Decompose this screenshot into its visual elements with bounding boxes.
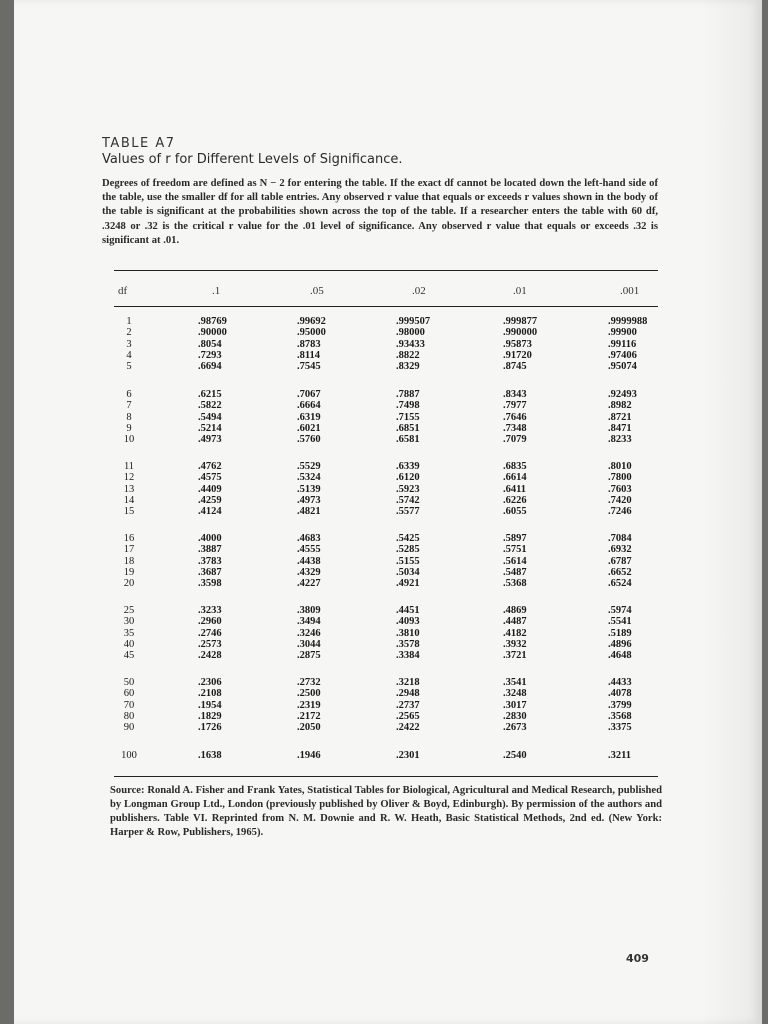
value-cell: .99900 — [608, 327, 637, 339]
table-row — [0, 339, 768, 350]
table-row — [0, 484, 768, 495]
value-cell: .2428 — [198, 650, 222, 662]
page-number: 409 — [626, 952, 649, 965]
value-cell: .8721 — [608, 411, 632, 423]
df-cell: 70 — [123, 699, 135, 711]
df-cell: 6 — [126, 389, 132, 400]
value-cell: .990000 — [503, 327, 538, 339]
value-cell: .90000 — [198, 327, 227, 339]
value-cell: .6932 — [608, 544, 632, 556]
value-cell: .4555 — [297, 544, 321, 556]
table-row — [0, 434, 768, 445]
value-cell: .8745 — [503, 361, 527, 373]
df-cell: 12 — [123, 472, 135, 484]
df-cell: 18 — [123, 555, 135, 567]
value-cell: .5425 — [396, 533, 420, 544]
value-cell: .7646 — [503, 411, 527, 423]
value-cell: .4487 — [503, 616, 527, 628]
table-row — [0, 628, 768, 639]
df-cell: 60 — [123, 688, 135, 700]
value-cell: .4182 — [503, 627, 527, 639]
value-cell: .2565 — [396, 710, 420, 722]
table-row — [0, 556, 768, 567]
value-cell: .7800 — [608, 472, 632, 484]
value-cell: .6787 — [608, 555, 632, 567]
value-cell: .8114 — [297, 349, 321, 361]
value-cell: .97406 — [608, 349, 637, 361]
value-cell: .3375 — [608, 722, 632, 734]
value-cell: .1726 — [198, 722, 222, 734]
value-cell: .91720 — [503, 349, 532, 361]
value-cell: .2319 — [297, 699, 321, 711]
value-cell: .3932 — [503, 638, 527, 650]
row-group — [0, 461, 768, 517]
value-cell: .7545 — [297, 361, 321, 373]
value-cell: .4078 — [608, 688, 632, 700]
value-cell: .4451 — [396, 605, 420, 616]
value-cell: .3218 — [396, 677, 420, 688]
df-cell: 40 — [123, 638, 135, 650]
value-cell: .1954 — [198, 699, 222, 711]
value-cell: .98769 — [198, 316, 227, 327]
value-cell: .2673 — [503, 722, 527, 734]
value-cell: .3568 — [608, 710, 632, 722]
value-cell: .5034 — [396, 566, 420, 578]
value-cell: .5974 — [608, 605, 632, 616]
df-cell: 9 — [126, 422, 132, 434]
value-cell: .4227 — [297, 578, 321, 590]
header-p-0.001: .001 — [620, 285, 640, 297]
row-group — [0, 533, 768, 589]
value-cell: .6851 — [396, 422, 420, 434]
value-cell: .4973 — [198, 434, 222, 446]
table-row — [0, 533, 768, 544]
row-group — [0, 316, 768, 372]
value-cell: .6664 — [297, 400, 321, 412]
value-cell: .3799 — [608, 699, 632, 711]
table-row — [0, 389, 768, 400]
value-cell: .4648 — [608, 650, 632, 662]
value-cell: .99116 — [608, 338, 637, 350]
value-cell: .4869 — [503, 605, 527, 616]
value-cell: .3687 — [198, 566, 222, 578]
table-row — [0, 578, 768, 589]
value-cell: .8982 — [608, 400, 632, 412]
table-intro: Degrees of freedom are defined as N − 2 for entering the table. If the exact df cannot be located down the left-hand side of the table, use the smaller df for all table entries. Any observed r value that equals or exceeds r values shown in the body of the table is significant at the probabilities shown across the top of the table. If a researcher enters the table with 60 df, .3248 or .32 is the critical r value for the .01 level of significance. Any observed r value that equals or exceeds .32 is significant at .01. — [102, 178, 658, 246]
value-cell: .5189 — [608, 627, 632, 639]
value-cell: .92493 — [608, 389, 637, 400]
value-cell: .3809 — [297, 605, 321, 616]
value-cell: .5139 — [297, 483, 321, 495]
value-cell: .7155 — [396, 411, 420, 423]
df-cell: 5 — [126, 361, 132, 373]
value-cell: .5529 — [297, 461, 321, 472]
value-cell: .5923 — [396, 483, 420, 495]
value-cell: .2500 — [297, 688, 321, 700]
value-cell: .4329 — [297, 566, 321, 578]
value-cell: .4683 — [297, 533, 321, 544]
df-cell: 3 — [126, 338, 132, 350]
df-cell: 8 — [126, 411, 132, 423]
value-cell: .3783 — [198, 555, 222, 567]
value-cell: .5285 — [396, 544, 420, 556]
row-group — [0, 750, 768, 761]
table-row — [0, 677, 768, 688]
value-cell: .2422 — [396, 722, 420, 734]
table-row — [0, 650, 768, 661]
value-cell: .7498 — [396, 400, 420, 412]
value-cell: .7079 — [503, 434, 527, 446]
value-cell: .8233 — [608, 434, 632, 446]
df-cell: 11 — [123, 461, 135, 472]
value-cell: .6226 — [503, 494, 527, 506]
value-cell: .3887 — [198, 544, 222, 556]
value-cell: .6215 — [198, 389, 222, 400]
value-cell: .3248 — [503, 688, 527, 700]
value-cell: .4973 — [297, 494, 321, 506]
df-cell: 19 — [123, 566, 135, 578]
value-cell: .5541 — [608, 616, 632, 628]
value-cell: .5751 — [503, 544, 527, 556]
df-cell: 30 — [123, 616, 135, 628]
df-cell: 90 — [123, 722, 135, 734]
value-cell: .4821 — [297, 506, 321, 518]
table-row — [0, 506, 768, 517]
table-row — [0, 495, 768, 506]
df-cell: 35 — [123, 627, 135, 639]
value-cell: .4259 — [198, 494, 222, 506]
value-cell: .4000 — [198, 533, 222, 544]
value-cell: .2875 — [297, 650, 321, 662]
table-row — [0, 423, 768, 434]
source-note: Source: Ronald A. Fisher and Frank Yates, Statistical Tables for Biological, Agricultural and Medical Research, published by Longman Group Ltd., London (previously published by Oliver & Boyd, Edinburgh). By permission of the authors and publishers. Table VI. Reprinted from N. M. Downie and R. W. Heath, Basic Statistical Methods, 2nd ed. (New York: Harper & Row, Publishers, 1965). — [110, 785, 662, 838]
table-row — [0, 316, 768, 327]
table-row — [0, 711, 768, 722]
value-cell: .4093 — [396, 616, 420, 628]
value-cell: .6319 — [297, 411, 321, 423]
value-cell: .3494 — [297, 616, 321, 628]
value-cell: .3211 — [608, 750, 632, 761]
value-cell: .3721 — [503, 650, 527, 662]
value-cell: .7977 — [503, 400, 527, 412]
value-cell: .7084 — [608, 533, 632, 544]
value-cell: .5214 — [198, 422, 222, 434]
value-cell: .5494 — [198, 411, 222, 423]
table-row — [0, 461, 768, 472]
value-cell: .6524 — [608, 578, 632, 590]
df-cell: 4 — [126, 349, 132, 361]
value-cell: .4575 — [198, 472, 222, 484]
value-cell: .8343 — [503, 389, 527, 400]
value-cell: .5760 — [297, 434, 321, 446]
table-row — [0, 412, 768, 423]
value-cell: .2108 — [198, 688, 222, 700]
table-row — [0, 688, 768, 699]
df-cell: 100 — [121, 750, 137, 761]
value-cell: .2306 — [198, 677, 222, 688]
row-group — [0, 605, 768, 661]
df-cell: 13 — [123, 483, 135, 495]
value-cell: .7293 — [198, 349, 222, 361]
value-cell: .6055 — [503, 506, 527, 518]
df-cell: 80 — [123, 710, 135, 722]
top-rule — [114, 270, 658, 271]
table-row — [0, 700, 768, 711]
value-cell: .2301 — [396, 750, 420, 761]
value-cell: .8054 — [198, 338, 222, 350]
df-cell: 15 — [123, 506, 135, 518]
value-cell: .6835 — [503, 461, 527, 472]
df-cell: 10 — [123, 434, 135, 446]
value-cell: .6652 — [608, 566, 632, 578]
value-cell: .4762 — [198, 461, 222, 472]
value-cell: .999507 — [396, 316, 431, 327]
table-row — [0, 605, 768, 616]
df-cell: 2 — [126, 327, 132, 339]
row-group — [0, 389, 768, 445]
value-cell: .7246 — [608, 506, 632, 518]
value-cell: .3246 — [297, 627, 321, 639]
table-row — [0, 350, 768, 361]
header-p-0.02: .02 — [412, 285, 426, 297]
table-row — [0, 361, 768, 372]
value-cell: .4124 — [198, 506, 222, 518]
header-p-0.05: .05 — [310, 285, 324, 297]
header-p-0.1: .1 — [212, 285, 221, 297]
value-cell: .3810 — [396, 627, 420, 639]
df-cell: 45 — [123, 650, 135, 662]
table-id: TABLE A7 — [102, 136, 176, 151]
value-cell: .99692 — [297, 316, 326, 327]
table-row — [0, 327, 768, 338]
df-cell: 25 — [123, 605, 135, 616]
value-cell: .98000 — [396, 327, 425, 339]
value-cell: .6411 — [503, 483, 527, 495]
value-cell: .5487 — [503, 566, 527, 578]
value-cell: .3598 — [198, 578, 222, 590]
table-row — [0, 544, 768, 555]
value-cell: .93433 — [396, 338, 425, 350]
value-cell: .999877 — [503, 316, 538, 327]
value-cell: .5155 — [396, 555, 420, 567]
value-cell: .8329 — [396, 361, 420, 373]
value-cell: .7348 — [503, 422, 527, 434]
table-row — [0, 472, 768, 483]
value-cell: .3578 — [396, 638, 420, 650]
table-row — [0, 567, 768, 578]
value-cell: .4921 — [396, 578, 420, 590]
table-row — [0, 639, 768, 650]
value-cell: .2050 — [297, 722, 321, 734]
value-cell: .3044 — [297, 638, 321, 650]
df-cell: 17 — [123, 544, 135, 556]
value-cell: .5614 — [503, 555, 527, 567]
value-cell: .8783 — [297, 338, 321, 350]
value-cell: .2172 — [297, 710, 321, 722]
value-cell: .5577 — [396, 506, 420, 518]
value-cell: .95873 — [503, 338, 532, 350]
value-cell: .5368 — [503, 578, 527, 590]
header-p-0.01: .01 — [513, 285, 527, 297]
value-cell: .7420 — [608, 494, 632, 506]
value-cell: .2948 — [396, 688, 420, 700]
value-cell: .2732 — [297, 677, 321, 688]
df-cell: 50 — [123, 677, 135, 688]
df-cell: 1 — [126, 316, 132, 327]
value-cell: .4409 — [198, 483, 222, 495]
value-cell: .4438 — [297, 555, 321, 567]
value-cell: .6120 — [396, 472, 420, 484]
value-cell: .6339 — [396, 461, 420, 472]
df-cell: 20 — [123, 578, 135, 590]
value-cell: .2746 — [198, 627, 222, 639]
value-cell: .5897 — [503, 533, 527, 544]
value-cell: .2540 — [503, 750, 527, 761]
table-title: Values of r for Different Levels of Significance. — [102, 152, 403, 167]
bottom-rule — [114, 776, 658, 777]
value-cell: .7887 — [396, 389, 420, 400]
header-df: df — [118, 285, 128, 297]
value-cell: .95074 — [608, 361, 637, 373]
value-cell: .8010 — [608, 461, 632, 472]
value-cell: .6581 — [396, 434, 420, 446]
value-cell: .5324 — [297, 472, 321, 484]
value-cell: .2830 — [503, 710, 527, 722]
table-row — [0, 722, 768, 733]
value-cell: .9999988 — [608, 316, 648, 327]
value-cell: .6614 — [503, 472, 527, 484]
value-cell: .2960 — [198, 616, 222, 628]
value-cell: .7067 — [297, 389, 321, 400]
value-cell: .8822 — [396, 349, 420, 361]
value-cell: .3541 — [503, 677, 527, 688]
value-cell: .4896 — [608, 638, 632, 650]
value-cell: .3233 — [198, 605, 222, 616]
df-cell: 14 — [123, 494, 135, 506]
value-cell: .5742 — [396, 494, 420, 506]
df-cell: 16 — [123, 533, 135, 544]
value-cell: .3017 — [503, 699, 527, 711]
value-cell: .1829 — [198, 710, 222, 722]
value-cell: .1638 — [198, 750, 222, 761]
value-cell: .8471 — [608, 422, 632, 434]
value-cell: .5822 — [198, 400, 222, 412]
value-cell: .1946 — [297, 750, 321, 761]
value-cell: .4433 — [608, 677, 632, 688]
table-row — [0, 400, 768, 411]
value-cell: .2737 — [396, 699, 420, 711]
value-cell: .7603 — [608, 483, 632, 495]
header-rule — [114, 306, 658, 307]
value-cell: .2573 — [198, 638, 222, 650]
table-row — [0, 616, 768, 627]
value-cell: .6694 — [198, 361, 222, 373]
value-cell: .6021 — [297, 422, 321, 434]
value-cell: .95000 — [297, 327, 326, 339]
df-cell: 7 — [126, 400, 132, 412]
value-cell: .3384 — [396, 650, 420, 662]
row-group — [0, 677, 768, 733]
table-row — [0, 750, 768, 761]
